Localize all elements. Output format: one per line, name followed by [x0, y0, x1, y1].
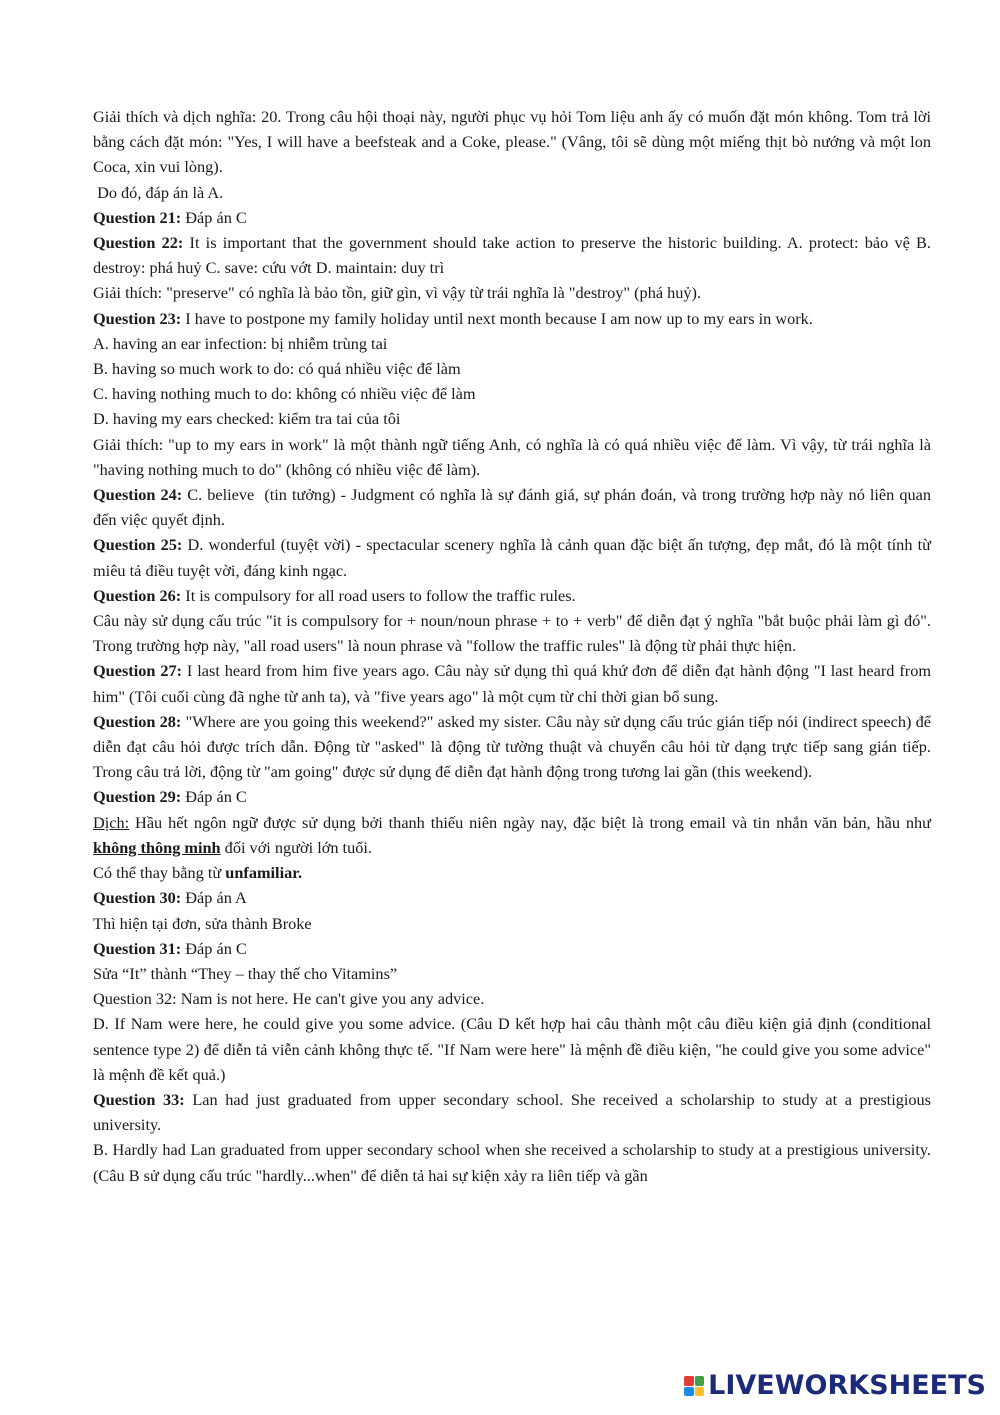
question-26: Question 26: It is compulsory for all road users to follow the traffic rules. — [93, 585, 576, 605]
replacement-word: unfamiliar. — [225, 863, 303, 883]
question-label: Question 28: — [93, 711, 182, 731]
question-label: Question 27: — [93, 661, 183, 681]
question-25: Question 25: D. wonderful (tuyệt vời) - spectacular scenery nghĩa là cảnh quan đặc biệt ấn tượng, đẹp mắt, đó là một tính từ miêu tả điều tuyệt vời, đáng kinh ngạc. — [93, 535, 931, 580]
paragraph-q20-answer: Do đó, đáp án là A. — [93, 182, 224, 202]
question-label: Question 22: — [93, 233, 184, 253]
question-24: Question 24: C. believe (tin tưởng) - Judgment có nghĩa là sự đánh giá, sự phán đoán, và trong trường hợp này nó liên quan đến việc quyết định. — [93, 485, 936, 530]
logo-square-icon — [684, 1376, 694, 1386]
question-33: Question 33: Lan had just graduated from upper secondary school. She received a scholarship to study at a prestigious university. — [93, 1089, 931, 1135]
question-label: Question 24: — [93, 485, 183, 505]
question-23-option-a: A. having an ear infection: bị nhiễm trùng tai — [93, 333, 388, 353]
question-29-replacement: Có thể thay bằng từ unfamiliar. — [93, 863, 303, 883]
question-30: Question 30: Đáp án A — [93, 888, 247, 908]
question-29-translation: Dịch: Hầu hết ngôn ngữ được sử dụng bởi thanh thiếu niên ngày nay, đặc biệt là trong email và tin nhắn văn bản, hầu như không thông minh đối với người lớn tuổi. — [93, 812, 931, 857]
question-27: Question 27: I last heard from him five years ago. Câu này sử dụng thì quá khứ đơn để diễn đạt hành động "I last heard from him" (Tôi cuối cùng đã nghe từ anh ta), và "five years ago" là một cụm từ chỉ thời gian bổ sung. — [93, 661, 931, 706]
question-label: Question 31: — [93, 938, 182, 958]
question-label: Question 26: — [93, 585, 182, 605]
logo-square-icon — [695, 1387, 705, 1397]
question-30-explanation: Thì hiện tại đơn, sửa thành Broke — [93, 913, 312, 933]
question-22: Question 22: It is important that the government should take action to preserve the historic building. A. protect: bảo vệ B. destroy: phá huỷ C. save: cứu vớt D. maintain: duy trì — [93, 233, 931, 278]
question-32-explanation: D. If Nam were here, he could give you some advice. (Câu D kết hợp hai câu thành một câu điều kiện giả định (conditional sentence type 2) để diễn tả viễn cảnh không thực tế. "If Nam were here" là mệnh đề điều kiện, "he could give you some advice" là mệnh đề kết quả.) — [93, 1014, 931, 1084]
liveworksheets-logo-icon — [684, 1376, 704, 1396]
question-label: Question 33: — [93, 1089, 185, 1109]
question-31-explanation: Sửa “It” thành “They – thay thế cho Vitamins” — [93, 963, 398, 983]
question-32: Question 32: Nam is not here. He can't give you any advice. — [93, 989, 485, 1009]
question-23-explanation: Giải thích: "up to my ears in work" là một thành ngữ tiếng Anh, có nghĩa là có quá nhiều việc để làm. Vì vậy, từ trái nghĩa là "having nothing much to do" (không có nhiều việc để làm). — [93, 434, 931, 479]
document-body — [93, 104, 936, 1188]
question-29: Question 29: Đáp án C — [93, 787, 247, 807]
question-26-explanation: Câu này sử dụng cấu trúc "it is compulsory for + noun/noun phrase + to + verb" để diễn đạt ý nghĩa "bắt buộc phải làm gì đó". Trong trường hợp này, "all road users" là noun phrase và "follow the traffic rules" là động từ phải thực hiện. — [93, 611, 931, 656]
question-28: Question 28: "Where are you going this weekend?" asked my sister. Câu này sử dụng cấu trúc gián tiếp nói (indirect speech) để diễn đạt câu hỏi được trích dẫn. Động từ "asked" là động từ tường thuật và chuyển câu hỏi từ dạng trực tiếp sang gián tiếp. Trong câu trả lời, động từ "am going" được sử dụng để diễn đạt hành động trong tương lai gần (this weekend). — [93, 711, 931, 782]
paragraph-q20-explanation: Giải thích và dịch nghĩa: 20. Trong câu hội thoại này, người phục vụ hỏi Tom liệu anh ấy có muốn đặt món không. Tom trả lời bằng cách đặt món: "Yes, I will have a beefsteak and a Coke, please." (Vâng, tôi sẽ dùng một miếng thịt bò nướng và một lon Coca, xin vui lòng). — [93, 107, 931, 177]
question-label: Question 23: — [93, 308, 182, 328]
question-label: Question 29: — [93, 787, 182, 807]
watermark-text: LIVEWORKSHEETS — [708, 1370, 986, 1401]
logo-square-icon — [684, 1387, 694, 1397]
question-21: Question 21: Đáp án C — [93, 207, 247, 227]
question-label: Question 21: — [93, 207, 182, 227]
question-23-option-c: C. having nothing much to do: không có nhiều việc để làm — [93, 384, 476, 404]
question-23: Question 23: I have to postpone my family holiday until next month because I am now up to my ears in work. — [93, 308, 813, 328]
question-23-option-b: B. having so much work to do: có quá nhiều việc để làm — [93, 359, 461, 379]
highlighted-phrase: không thông minh — [93, 837, 221, 857]
translation-label: Dịch: — [93, 812, 130, 832]
question-33-explanation: B. Hardly had Lan graduated from upper secondary school when she received a scholarship to study at a prestigious university. (Câu B sử dụng cấu trúc "hardly...when" để diễn tả hai sự kiện xảy ra liên tiếp và gần — [93, 1140, 931, 1185]
liveworksheets-watermark — [684, 1371, 986, 1401]
question-31: Question 31: Đáp án C — [93, 938, 247, 958]
question-23-option-d: D. having my ears checked: kiểm tra tai của tôi — [93, 409, 401, 429]
question-label: Question 25: — [93, 535, 183, 555]
question-22-explanation: Giải thích: "preserve" có nghĩa là bảo tồn, giữ gìn, vì vậy từ trái nghĩa là "destroy" (phá huỷ). — [93, 283, 702, 303]
question-label: Question 30: — [93, 888, 182, 908]
logo-square-icon — [695, 1376, 705, 1386]
